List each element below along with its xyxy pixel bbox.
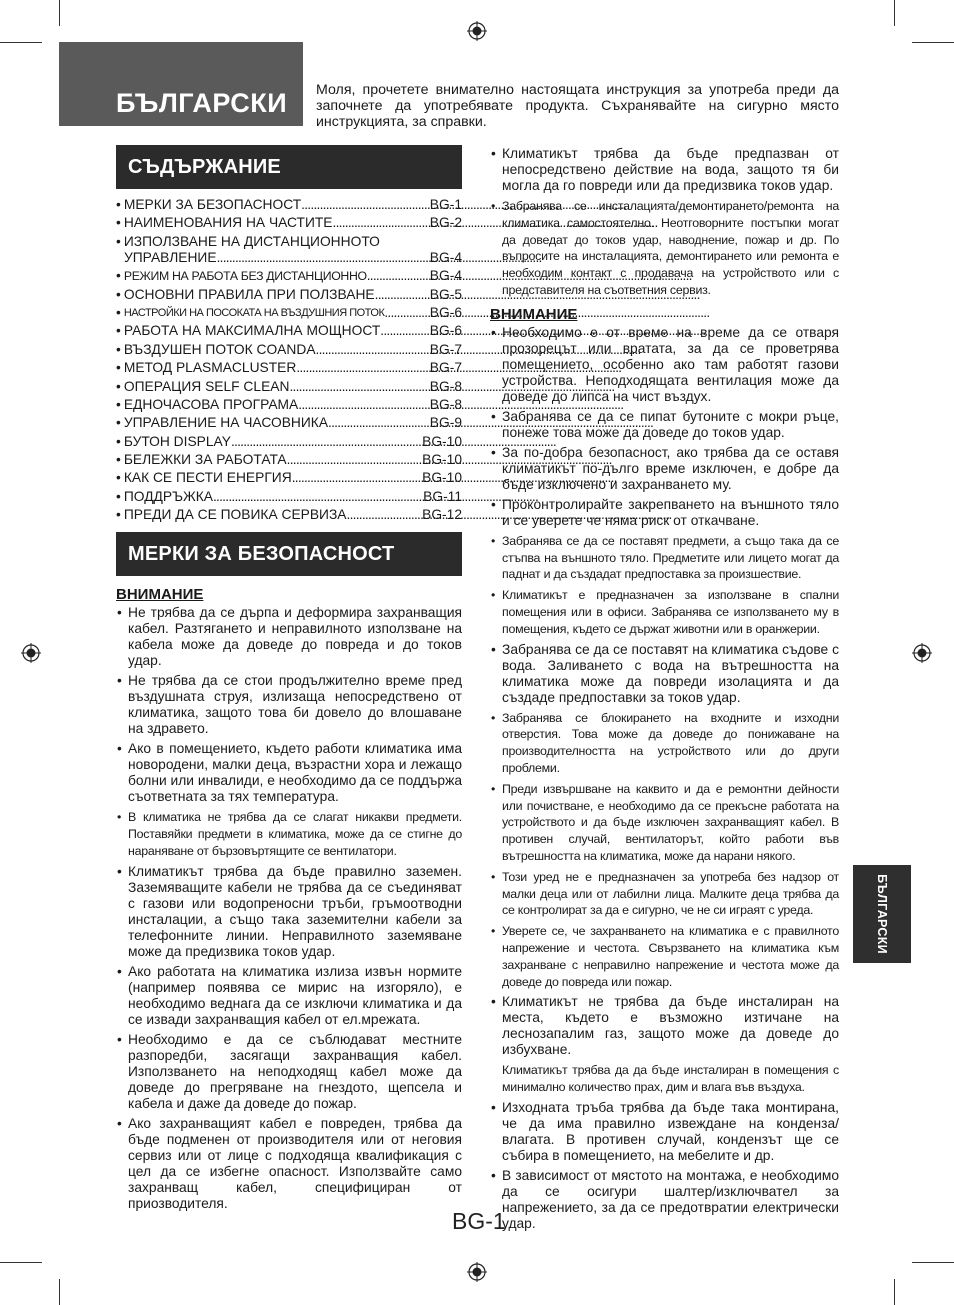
list-item: • Не трябва да се стои продължително време пред въздушната струя, излизаща непосредствено от климатика, защото това би довело до влошаване на здравето. xyxy=(116,673,462,737)
language-title: БЪЛГАРСКИ xyxy=(116,88,288,118)
toc-item[interactable]: • ОПЕРАЦИЯ SELF CLEAN . . . BG-8 xyxy=(116,379,462,395)
list-item: • Необходимо е да се съблюдават местните разпоредби, засягащи захранващия кабел. Използването на неподходящ кабел може да доведе до прегряване на гнездото, щепсела и кабела и даже да доведе до пожар. xyxy=(116,1032,462,1112)
toc-item[interactable]: • БУТОН DISPLAY . . . BG-10 xyxy=(116,434,462,450)
toc-item[interactable]: • МЕТОД PLASMACLUSTER . . . BG-7 xyxy=(116,360,462,376)
crop-mark xyxy=(894,1279,895,1305)
list-item: • Преди извършване на каквито и да е ремонтни дейности или почистване, е необходимо да се прекъсне работата на устройството и да бъде изключен захранващият кабел. В противен случай, вентилаторът, който работи във вътрешността на климатика, може да нарани някого. xyxy=(490,781,839,865)
toc-item[interactable]: • БЕЛЕЖКИ ЗА РАБОТАТА . . . BG-10 xyxy=(116,452,462,468)
left-column xyxy=(116,145,462,1216)
caution-list xyxy=(490,325,839,1232)
registration-mark-icon xyxy=(467,1262,487,1282)
list-item: • Изходната тръба трябва да бъде така монтирана, че да има правилно извеждане на конденза/влагата. В противен случай, кондензът ще се събира в помещението, на мебелите и др. xyxy=(490,1100,839,1164)
crop-mark xyxy=(0,42,42,43)
crop-mark xyxy=(912,1262,954,1263)
toc-item[interactable]: • МЕРКИ ЗА БЕЗОПАСНОСТ . . . BG-1 xyxy=(116,197,462,213)
crop-mark xyxy=(59,1279,60,1305)
list-item: • Ако в помещението, където работи климатика има новородени, малки деца, възрастни хора и лежащо болни или инвалиди, е необходимо да се поддържа съответната за тях температура. xyxy=(116,741,462,805)
right-column xyxy=(490,146,839,1236)
crop-mark xyxy=(912,42,954,43)
crop-mark xyxy=(894,0,895,26)
toc-item[interactable]: • УПРАВЛЕНИЕ НА ЧАСОВНИКА . . . BG-9 xyxy=(116,415,462,431)
safety-title: МЕРКИ ЗА БЕЗОПАСНОСТ xyxy=(116,532,462,576)
list-item: • Климатикът трябва да бъде предпазван от непосредствено действие на вода, защото тя би могла да го повреди или да предизвика токов удар. xyxy=(490,146,839,194)
list-item: • Ако работата на климатика излиза извън нормите (например появява се мирис на изгоряло), е необходимо веднага да се изключи климатика и да се извади захранващия кабел от ел.мрежата. xyxy=(116,964,462,1028)
list-item: • Климатикът не трябва да бъде инсталиран на места, където е възможно изтичане на леснозапалим газ, защото може да доведе до избухване. xyxy=(490,994,839,1058)
page-number: BG-1 xyxy=(452,1208,506,1234)
list-item: • Забранява се да се пипат бутоните с мокри ръце, понеже това може да доведе до токов удар. xyxy=(490,409,839,441)
toc-item[interactable]: • НАСТРОЙКИ НА ПОСОКАТА НА ВЪЗДУШНИЯ ПОТОК . . . BG-6 xyxy=(116,305,462,321)
warning-heading: ВНИМАНИЕ xyxy=(116,586,204,604)
list-item: • Проконтролирайте закрепването на външното тяло и се уверете че няма риск от откачване. xyxy=(490,497,839,529)
list-item: • Уверете се, че захранването на климатика е с правилното напрежение и честота. Свързването на климатика към захранване с неправилно напрежение и честота може да доведе до повреда или пожар. xyxy=(490,923,839,990)
list-item-note: Климатикът трябва да да бъде инсталиран в помещения с минимално количество прах, дим и влага във въздуха. xyxy=(502,1063,839,1095)
list-item: • Забранява се да се поставят на климатика съдове с вода. Заливането с вода на вътрешността на климатика може да повреди изолацията и да създаде предпоставки за токов удар. xyxy=(490,642,839,706)
list-item: • Забранява се блокирането на входните и изходни отверстия. Това може да доведе до понижаване на производителността на устройството или до други проблеми. xyxy=(490,710,839,777)
list-item: • Този уред не е предназначен за употреба без надзор от малки деца или от лабилни лица. Малките деца трябва да се контролират за да е сигурно, че не си играят с уреда. xyxy=(490,869,839,919)
toc-item[interactable]: • ПРЕДИ ДА СЕ ПОВИКА СЕРВИЗА . . . BG-12 xyxy=(116,507,462,523)
toc-item[interactable]: • РЕЖИМ НА РАБОТА БЕЗ ДИСТАНЦИОННО . . . BG-4 xyxy=(116,268,462,284)
crop-mark xyxy=(59,0,60,26)
registration-mark-icon xyxy=(912,643,932,663)
registration-mark-icon xyxy=(467,21,487,41)
toc-item[interactable]: • ОСНОВНИ ПРАВИЛА ПРИ ПОЛЗВАНЕ . . . BG-5 xyxy=(116,287,462,303)
crop-mark xyxy=(0,1262,42,1263)
list-item: • Забранява се да се поставят предмети, а също така да се стъпва на външното тяло. Предметите или лицето могат да паднат и да създадат предпоставка за произшествие. xyxy=(490,533,839,583)
list-item: • Забранява се инсталацията/демонтирането/ремонта на климатика самостоятелно. Неотговорните постъпки могат да доведат до токов удар, наводнение, пожар и др. По въпросите на инсталацията, демонтирането или ремонта е необходим контакт с продавача на устройството или с представителя на съответния сервиз. xyxy=(490,198,839,299)
list-item: • За по-добра безопасност, ако трябва да се оставя климатикът по-дълго време изключен, е добре да бъде изключено и захранването му. xyxy=(490,445,839,493)
caution-heading: ВНИМАНИЕ xyxy=(490,305,578,323)
warning-list-continued xyxy=(490,146,839,299)
list-item: • Климатикът е предназначен за използване в спални помещения или в офиси. Забранява се използването му в помещения, където се държат животни или в оранжерии. xyxy=(490,587,839,637)
toc-title: СЪДЪРЖАНИЕ xyxy=(116,145,462,189)
list-item: • Климатикът трябва да бъде правилно заземен. Заземяващите кабели не трябва да се съединяват с газови или водопреносни тръби, гръмоотводни инсталации, а също така заземителни кабели за телефонните линии. Неправилното заземяване може да предизвика токов удар. xyxy=(116,864,462,960)
toc-item[interactable]: • ЕДНОЧАСОВА ПРОГРАМА . . . BG-8 xyxy=(116,397,462,413)
intro-text: Моля, прочетете внимателно настоящата инструкция за употреба преди да започнете да употребявате продукта. Съхранявайте на сигурно място инструкцията, за справки. xyxy=(316,82,839,130)
side-language-tab: БЪЛГАРСКИ xyxy=(853,865,911,963)
toc-item[interactable]: • ПОДДРЪЖКА . . . BG-11 xyxy=(116,489,462,505)
list-item: • Не трябва да се дърпа и деформира захранващия кабел. Разтягането и неправилното използване на кабела може да доведе до повреда и до токов удар. xyxy=(116,605,462,669)
toc-list xyxy=(116,197,462,523)
list-item: • Необходимо е от време на време да се отваря прозорецът или вратата, за да се проветрява помещението, особенно ако там работят газови устройства. Неподходящата вентилация може да доведе до липса на чист въздух. xyxy=(490,325,839,405)
list-item: • В зависимост от мястото на монтажа, е необходимо да се осигури шалтер/изключвател за напрежението, за да се предотвратии електрически удар. xyxy=(490,1168,839,1232)
list-item: • В климатика не трябва да се слагат никакви предмети. Поставяйки предмети в климатика, може да се стигне до нараняване от бързовъртящите се вентилатори. xyxy=(116,809,462,859)
toc-item[interactable]: • НАИМЕНОВАНИЯ НА ЧАСТИТЕ . . . BG-2 xyxy=(116,215,462,231)
toc-item[interactable]: • ИЗПОЛЗВАНЕ НА ДИСТАНЦИОННОТО УПРАВЛЕНИЕ . . . BG-4 xyxy=(116,234,462,266)
warning-list xyxy=(116,605,462,1211)
list-item: • Ако захранващият кабел е повреден, трябва да бъде подменен от производителя или от неговия сервиз или от лице с подходяща квалификация с цел да се избегне опасност. Използвайте само захранващ кабел, специфициран от приозводителя. xyxy=(116,1116,462,1212)
registration-mark-icon xyxy=(21,643,41,663)
toc-item[interactable]: • РАБОТА НА МАКСИМАЛНА МОЩНОСТ . . . BG-6 xyxy=(116,323,462,339)
toc-item[interactable]: • ВЪЗДУШЕН ПОТОК COANDA . . . BG-7 xyxy=(116,342,462,358)
toc-item[interactable]: • КАК СЕ ПЕСТИ ЕНЕРГИЯ . . . BG-10 xyxy=(116,470,462,486)
